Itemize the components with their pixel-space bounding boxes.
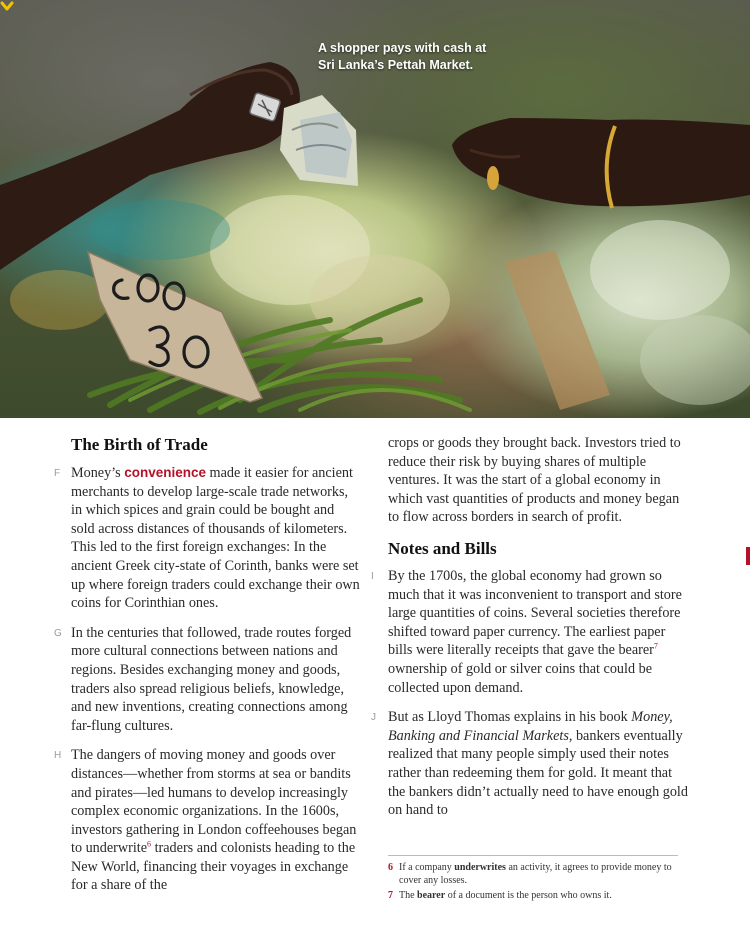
paragraph-g: G In the centuries that followed, trade routes forged more cultural connections between nations and regions. Besides exchanging money and goods, traders also spread religious beliefs, knowledge, and new inventions, creating connections among far-flung cultures. <box>54 624 352 734</box>
market-photo <box>0 0 750 418</box>
keyword-convenience[interactable]: convenience <box>124 465 206 480</box>
footnote-number-6: 6 <box>388 862 393 873</box>
caption-pointer-icon <box>0 0 14 12</box>
paragraph-letter-j: J <box>371 712 376 724</box>
footnote-ref-7[interactable]: 7 <box>653 641 658 651</box>
paragraph-letter-g: G <box>54 627 62 639</box>
paragraph-j: J But as Lloyd Thomas explains in his book Money, Banking and Financial Markets, bankers eventually realized that many people simply used their notes rather than redeeming them for gold. It meant that the bankers didn’t actually need to have enough gold on hand to <box>371 709 688 819</box>
paragraph-h: H The dangers of moving money and goods over distances—whether from storms at sea or bandits and pirates—led humans to develop increasingly complex economic organizations. In the 1600s, investors gathering in London coffeehouses began to underwrite$^6$ traders and colonists heading to the New World, financing their voyages in exchange for a share of the <box>54 747 357 894</box>
paragraph-i: I By the 1700s, the global economy had grown so much that it was inconvenient to transport and store large quantities of coins. Several societies therefore shifted toward paper currency. The earliest paper bills were literally receipts that gave the bearer$^7$ ownership of gold or silver coins that could be collected upon demand. <box>371 567 682 696</box>
footnote-term-underwrites: underwrites <box>454 862 506 873</box>
paragraph-letter-f: F <box>54 468 61 479</box>
section-heading-notes-and-bills: Notes and Bills <box>388 538 497 558</box>
photo-caption-line-2: Sri Lanka’s Pettah Market. <box>318 58 474 72</box>
footnote-number-7: 7 <box>388 890 393 901</box>
vendor-hand <box>452 118 750 208</box>
photo-caption <box>318 40 518 74</box>
footnote-ref-6[interactable]: 6 <box>147 839 152 849</box>
page-edge-marker <box>746 547 750 565</box>
paragraph-letter-i: I <box>371 570 374 582</box>
footnotes <box>388 855 678 906</box>
section-heading-birth-of-trade: The Birth of Trade <box>71 435 208 454</box>
right-column <box>371 434 688 831</box>
banknote <box>280 95 358 186</box>
book-title: Money, Banking and Financial Markets <box>388 709 673 744</box>
footnote-6: 6 If a company underwrites an activity, it agrees to provide money to cover any losses. <box>388 862 672 886</box>
footnote-7: 7 The bearer of a document is the person who owns it. <box>388 890 612 901</box>
left-column <box>54 434 361 906</box>
photo-caption-line-1: A shopper pays with cash at <box>318 41 487 55</box>
footnote-term-bearer: bearer <box>417 890 446 901</box>
paragraph-f: F Money’s convenience made it easier for ancient merchants to develop large-scale trade networks, in which spices and grain could be bought and sold across distances of thousands of kilometers. This led to the first foreign exchanges: In the ancient Greek city-state of Corinth, banks were set up where foreign traders could exchange their own coins for Corinthian ones. <box>54 465 360 612</box>
paragraph-letter-h: H <box>54 750 62 762</box>
paragraph-h-continued: crops or goods they brought back. Investors tried to reduce their risk by buying shares of multiple ventures. It was the start of a global economy in which vast quantities of products and money began to flow across borders in search of profit. <box>388 435 681 526</box>
